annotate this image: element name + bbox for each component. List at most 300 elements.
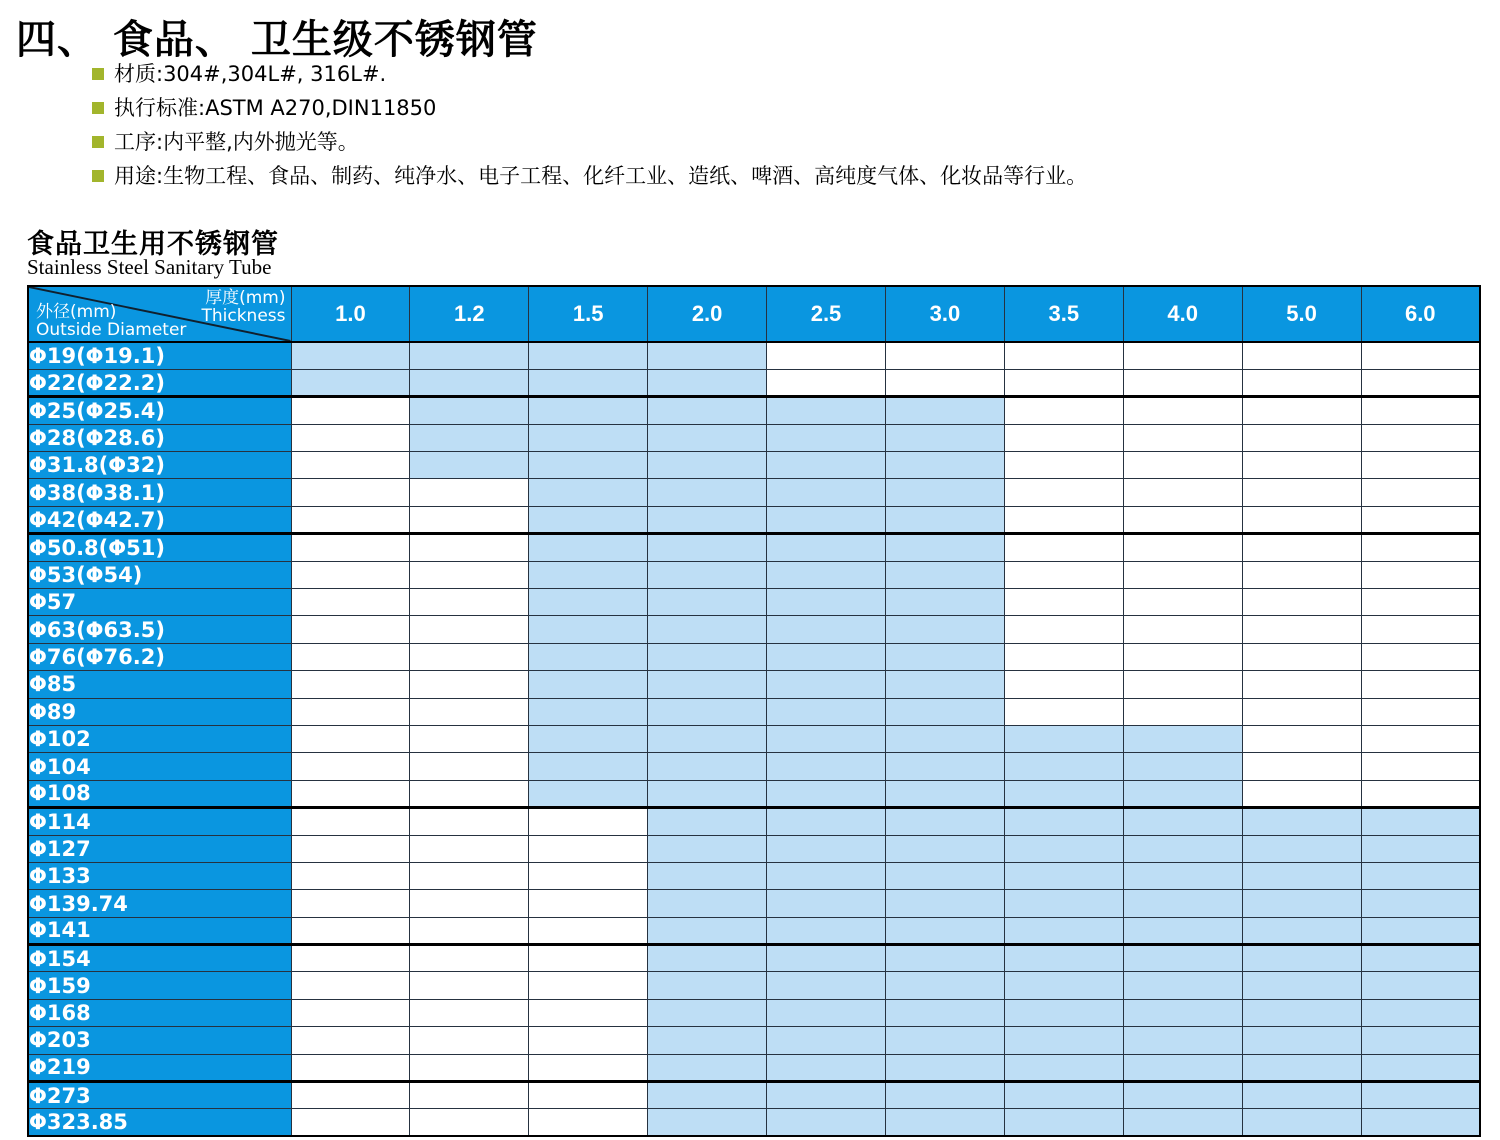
table-row (28, 397, 1480, 424)
diameter-row-label: Φ57 (28, 589, 291, 616)
availability-cell (885, 753, 1004, 780)
availability-cell (1004, 1109, 1123, 1136)
availability-cell (1004, 561, 1123, 588)
availability-cell (1123, 890, 1242, 917)
availability-cell (767, 753, 886, 780)
availability-cell (1242, 725, 1361, 752)
availability-cell (1004, 753, 1123, 780)
table-row (28, 561, 1480, 588)
table-title-zh: 食品卫生用不锈钢管 (27, 229, 279, 260)
availability-cell (1242, 972, 1361, 999)
availability-cell (291, 671, 410, 698)
table-row (28, 780, 1480, 807)
availability-cell (1361, 479, 1480, 506)
diameter-axis-label (36, 303, 186, 339)
availability-cell (1004, 342, 1123, 369)
availability-cell (1242, 589, 1361, 616)
availability-cell (1361, 999, 1480, 1026)
availability-cell (410, 506, 529, 533)
diameter-row-label: Φ53(Φ54) (28, 561, 291, 588)
availability-cell (1242, 506, 1361, 533)
availability-cell (410, 1109, 529, 1136)
availability-cell (885, 424, 1004, 451)
availability-cell (410, 890, 529, 917)
availability-cell (291, 999, 410, 1026)
availability-cell (767, 342, 886, 369)
availability-cell (1361, 397, 1480, 424)
table-row (28, 424, 1480, 451)
diameter-row-label: Φ108 (28, 780, 291, 807)
availability-cell (1242, 452, 1361, 479)
availability-cell (648, 1082, 767, 1109)
availability-cell (1004, 589, 1123, 616)
availability-cell (767, 917, 886, 944)
availability-cell (1123, 999, 1242, 1026)
table-row (28, 753, 1480, 780)
availability-cell (648, 534, 767, 561)
spec-text: 用途:生物工程、食品、制药、纯净水、电子工程、化纤工业、造纸、啤酒、高纯度气体、化妆品等行业。 (114, 164, 1088, 188)
availability-cell (1004, 780, 1123, 807)
spec-item (92, 130, 1087, 154)
availability-cell (1004, 643, 1123, 670)
availability-cell (1004, 917, 1123, 944)
availability-cell (648, 917, 767, 944)
availability-cell (410, 534, 529, 561)
table-row (28, 808, 1480, 835)
availability-cell (885, 589, 1004, 616)
availability-cell (648, 890, 767, 917)
thickness-col-header: 4.0 (1123, 286, 1242, 342)
diameter-row-label: Φ114 (28, 808, 291, 835)
availability-cell (291, 452, 410, 479)
availability-cell (410, 1082, 529, 1109)
availability-cell (1004, 999, 1123, 1026)
availability-cell (767, 862, 886, 889)
diameter-row-label: Φ273 (28, 1082, 291, 1109)
availability-cell (885, 342, 1004, 369)
availability-cell (767, 945, 886, 972)
availability-cell (648, 725, 767, 752)
availability-cell (291, 506, 410, 533)
availability-cell (529, 698, 648, 725)
availability-cell (1123, 1054, 1242, 1081)
spec-text: 材质:304#,304L#, 316L#. (114, 62, 387, 86)
availability-cell (648, 862, 767, 889)
availability-cell (1123, 780, 1242, 807)
diameter-row-label: Φ50.8(Φ51) (28, 534, 291, 561)
availability-cell (529, 753, 648, 780)
availability-cell (648, 589, 767, 616)
availability-cell (529, 808, 648, 835)
availability-cell (648, 616, 767, 643)
diameter-row-label: Φ154 (28, 945, 291, 972)
availability-cell (529, 534, 648, 561)
availability-cell (1004, 972, 1123, 999)
availability-cell (1361, 616, 1480, 643)
availability-cell (1242, 1109, 1361, 1136)
availability-cell (1004, 1082, 1123, 1109)
availability-cell (410, 972, 529, 999)
availability-cell (1242, 862, 1361, 889)
diameter-row-label: Φ133 (28, 862, 291, 889)
availability-cell (291, 1109, 410, 1136)
availability-cell (1242, 397, 1361, 424)
diameter-row-label: Φ28(Φ28.6) (28, 424, 291, 451)
availability-cell (410, 835, 529, 862)
availability-cell (291, 725, 410, 752)
availability-cell (1123, 424, 1242, 451)
availability-cell (410, 945, 529, 972)
availability-cell (291, 369, 410, 396)
availability-cell (291, 342, 410, 369)
availability-cell (529, 725, 648, 752)
availability-cell (648, 808, 767, 835)
availability-cell (1004, 1027, 1123, 1054)
availability-cell (1004, 534, 1123, 561)
thickness-col-header: 2.0 (648, 286, 767, 342)
availability-cell (1242, 890, 1361, 917)
availability-cell (885, 1054, 1004, 1081)
availability-cell (410, 424, 529, 451)
availability-cell (1004, 862, 1123, 889)
availability-cell (291, 479, 410, 506)
availability-cell (885, 369, 1004, 396)
availability-cell (410, 671, 529, 698)
availability-cell (1123, 862, 1242, 889)
table-row (28, 1054, 1480, 1081)
availability-cell (648, 506, 767, 533)
availability-cell (885, 698, 1004, 725)
availability-cell (767, 835, 886, 862)
availability-cell (1361, 862, 1480, 889)
availability-cell (1004, 369, 1123, 396)
availability-cell (1123, 1109, 1242, 1136)
availability-cell (648, 397, 767, 424)
availability-cell (1242, 671, 1361, 698)
availability-cell (1123, 616, 1242, 643)
availability-cell (767, 890, 886, 917)
diameter-row-label: Φ22(Φ22.2) (28, 369, 291, 396)
page-title: 四、 食品、 卫生级不锈钢管 (16, 17, 538, 63)
availability-cell (1123, 945, 1242, 972)
availability-cell (1361, 808, 1480, 835)
availability-cell (291, 972, 410, 999)
availability-cell (885, 945, 1004, 972)
availability-cell (410, 397, 529, 424)
availability-cell (885, 725, 1004, 752)
availability-cell (1361, 1027, 1480, 1054)
availability-cell (410, 753, 529, 780)
availability-cell (885, 780, 1004, 807)
thickness-col-header: 6.0 (1361, 286, 1480, 342)
availability-cell (1123, 671, 1242, 698)
diameter-row-label: Φ25(Φ25.4) (28, 397, 291, 424)
spec-item (92, 164, 1087, 188)
availability-cell (291, 780, 410, 807)
availability-cell (648, 452, 767, 479)
availability-cell (885, 808, 1004, 835)
table-row (28, 1027, 1480, 1054)
availability-cell (1004, 452, 1123, 479)
thickness-header-row (28, 286, 1480, 342)
diameter-row-label: Φ219 (28, 1054, 291, 1081)
table-row (28, 643, 1480, 670)
availability-cell (1123, 479, 1242, 506)
availability-cell (1004, 616, 1123, 643)
availability-cell (1123, 342, 1242, 369)
availability-cell (529, 369, 648, 396)
availability-cell (648, 342, 767, 369)
availability-cell (291, 397, 410, 424)
thickness-col-header: 1.0 (291, 286, 410, 342)
availability-cell (1004, 890, 1123, 917)
availability-cell (1361, 725, 1480, 752)
availability-cell (648, 479, 767, 506)
availability-cell (1123, 397, 1242, 424)
availability-cell (1242, 424, 1361, 451)
table-row (28, 945, 1480, 972)
availability-cell (410, 479, 529, 506)
availability-cell (648, 671, 767, 698)
availability-cell (410, 1054, 529, 1081)
availability-cell (767, 589, 886, 616)
availability-cell (885, 862, 1004, 889)
availability-cell (767, 452, 886, 479)
availability-cell (767, 1054, 886, 1081)
availability-cell (885, 890, 1004, 917)
availability-cell (529, 917, 648, 944)
table-row (28, 999, 1480, 1026)
availability-cell (767, 1109, 886, 1136)
availability-cell (885, 1109, 1004, 1136)
availability-cell (1361, 1054, 1480, 1081)
diameter-row-label: Φ85 (28, 671, 291, 698)
availability-cell (885, 397, 1004, 424)
thickness-col-header: 1.5 (529, 286, 648, 342)
availability-cell (1361, 753, 1480, 780)
availability-cell (1123, 643, 1242, 670)
availability-cell (767, 671, 886, 698)
availability-cell (291, 424, 410, 451)
table-row (28, 1109, 1480, 1136)
availability-cell (767, 808, 886, 835)
diameter-row-label: Φ42(Φ42.7) (28, 506, 291, 533)
availability-cell (1123, 369, 1242, 396)
bullet-square-icon (92, 170, 104, 182)
availability-cell (885, 506, 1004, 533)
availability-cell (529, 999, 648, 1026)
availability-cell (1242, 1054, 1361, 1081)
table-row (28, 835, 1480, 862)
availability-cell (291, 561, 410, 588)
availability-cell (885, 561, 1004, 588)
table-row (28, 972, 1480, 999)
availability-cell (529, 945, 648, 972)
availability-cell (1123, 534, 1242, 561)
availability-cell (529, 835, 648, 862)
availability-cell (1123, 698, 1242, 725)
availability-cell (1361, 643, 1480, 670)
spec-text: 执行标准:ASTM A270,DIN11850 (114, 96, 437, 120)
availability-cell (1123, 917, 1242, 944)
availability-cell (1361, 561, 1480, 588)
availability-cell (1242, 369, 1361, 396)
availability-cell (1123, 589, 1242, 616)
diameter-row-label: Φ168 (28, 999, 291, 1026)
availability-cell (1361, 835, 1480, 862)
availability-cell (1242, 643, 1361, 670)
availability-cell (1123, 1082, 1242, 1109)
availability-cell (1361, 945, 1480, 972)
availability-cell (529, 1027, 648, 1054)
availability-cell (529, 780, 648, 807)
diameter-row-label: Φ139.74 (28, 890, 291, 917)
availability-cell (410, 1027, 529, 1054)
availability-cell (1361, 1109, 1480, 1136)
diameter-label-en: Outside Diameter (36, 320, 187, 340)
table-body (28, 342, 1480, 1136)
sanitary-tube-table (27, 285, 1481, 1137)
availability-cell (410, 808, 529, 835)
availability-cell (767, 1027, 886, 1054)
thickness-label-en: Thickness (201, 306, 286, 326)
table-row (28, 671, 1480, 698)
availability-cell (291, 534, 410, 561)
table-row (28, 862, 1480, 889)
availability-cell (529, 589, 648, 616)
diameter-row-label: Φ104 (28, 753, 291, 780)
availability-cell (648, 753, 767, 780)
availability-cell (529, 862, 648, 889)
availability-cell (529, 342, 648, 369)
diameter-row-label: Φ63(Φ63.5) (28, 616, 291, 643)
availability-cell (1361, 369, 1480, 396)
availability-cell (410, 561, 529, 588)
availability-cell (1004, 725, 1123, 752)
availability-cell (885, 671, 1004, 698)
availability-cell (1123, 725, 1242, 752)
availability-cell (291, 616, 410, 643)
corner-diagonal-cell (29, 287, 291, 341)
availability-cell (1361, 506, 1480, 533)
availability-cell (1123, 808, 1242, 835)
availability-cell (1242, 342, 1361, 369)
availability-cell (767, 643, 886, 670)
table-row (28, 890, 1480, 917)
availability-cell (529, 1082, 648, 1109)
availability-cell (1361, 671, 1480, 698)
availability-cell (1242, 534, 1361, 561)
availability-cell (767, 534, 886, 561)
thickness-col-header: 3.0 (885, 286, 1004, 342)
diameter-row-label: Φ19(Φ19.1) (28, 342, 291, 369)
availability-cell (1361, 452, 1480, 479)
availability-cell (529, 452, 648, 479)
availability-cell (529, 616, 648, 643)
availability-cell (885, 999, 1004, 1026)
availability-cell (767, 698, 886, 725)
bullet-square-icon (92, 68, 104, 80)
availability-cell (767, 561, 886, 588)
thickness-col-header: 2.5 (767, 286, 886, 342)
availability-cell (1242, 999, 1361, 1026)
availability-cell (1242, 698, 1361, 725)
availability-cell (1123, 835, 1242, 862)
table-row (28, 534, 1480, 561)
availability-cell (529, 972, 648, 999)
availability-cell (291, 643, 410, 670)
availability-cell (410, 616, 529, 643)
availability-cell (767, 397, 886, 424)
availability-cell (529, 671, 648, 698)
diameter-row-label: Φ76(Φ76.2) (28, 643, 291, 670)
availability-cell (1361, 972, 1480, 999)
availability-cell (291, 862, 410, 889)
diameter-row-label: Φ127 (28, 835, 291, 862)
availability-cell (291, 698, 410, 725)
spec-item (92, 96, 1087, 120)
thickness-col-header: 3.5 (1004, 286, 1123, 342)
availability-cell (1242, 780, 1361, 807)
availability-cell (1004, 506, 1123, 533)
table-row (28, 506, 1480, 533)
table-row (28, 369, 1480, 396)
availability-cell (648, 835, 767, 862)
availability-cell (529, 424, 648, 451)
availability-cell (1242, 1082, 1361, 1109)
availability-cell (1004, 835, 1123, 862)
diameter-row-label: Φ38(Φ38.1) (28, 479, 291, 506)
availability-cell (1004, 671, 1123, 698)
availability-cell (648, 369, 767, 396)
table-row (28, 589, 1480, 616)
availability-cell (410, 452, 529, 479)
table-row (28, 342, 1480, 369)
availability-cell (1242, 753, 1361, 780)
availability-cell (529, 561, 648, 588)
availability-cell (648, 972, 767, 999)
availability-cell (291, 753, 410, 780)
corner-header-cell (28, 286, 291, 342)
availability-cell (648, 698, 767, 725)
availability-cell (1242, 808, 1361, 835)
thickness-axis-label (201, 289, 285, 325)
spec-text: 工序:内平整,内外抛光等。 (114, 130, 359, 154)
diameter-label-zh: 外径(mm) (36, 302, 117, 322)
diameter-row-label: Φ203 (28, 1027, 291, 1054)
availability-cell (529, 1054, 648, 1081)
availability-cell (1004, 698, 1123, 725)
availability-cell (529, 643, 648, 670)
availability-cell (1123, 506, 1242, 533)
availability-cell (1361, 342, 1480, 369)
availability-cell (410, 342, 529, 369)
availability-cell (410, 725, 529, 752)
thickness-col-header: 1.2 (410, 286, 529, 342)
table-title-en: Stainless Steel Sanitary Tube (27, 255, 272, 279)
availability-cell (1123, 1027, 1242, 1054)
table-row (28, 917, 1480, 944)
availability-cell (1242, 945, 1361, 972)
availability-cell (885, 917, 1004, 944)
diameter-row-label: Φ323.85 (28, 1109, 291, 1136)
availability-cell (648, 1027, 767, 1054)
availability-cell (1242, 917, 1361, 944)
availability-cell (648, 1109, 767, 1136)
availability-cell (1242, 561, 1361, 588)
availability-cell (767, 369, 886, 396)
availability-cell (410, 698, 529, 725)
